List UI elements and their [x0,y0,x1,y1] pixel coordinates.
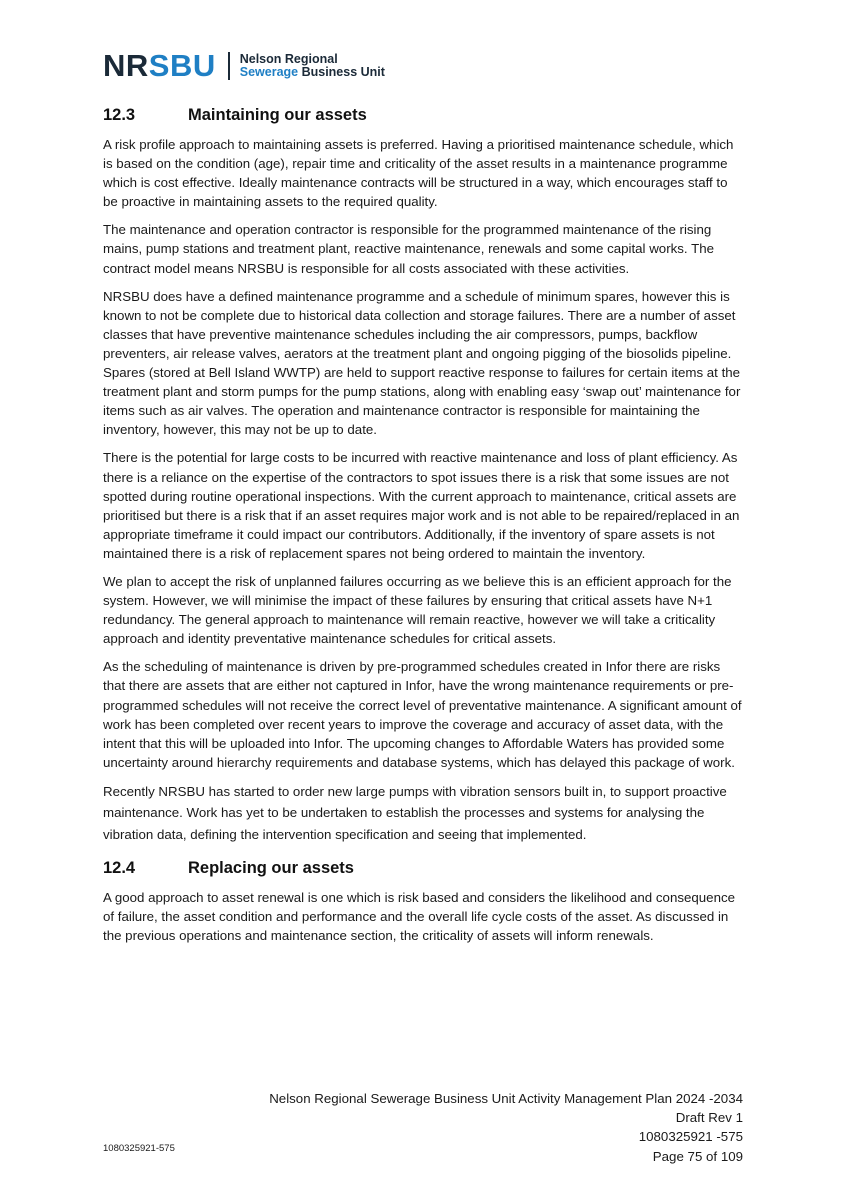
logo-subtitle-business-unit: Business Unit [298,65,385,79]
logo-subtitle-sewerage: Sewerage [239,65,299,79]
footer-revision: Draft Rev 1 [675,1110,743,1126]
paragraph: NRSBU does have a defined maintenance programme and a schedule of minimum spares, however this is known to not be complete due to historical data collection and storage failures. There are a number of asset classes that have preventive maintenance schedules including the air compressors, pumps, backflow preventers, air release valves, aerators at the treatment plant and ongoing pigging of the biosolids pipeline. Spares (stored at Bell Island WWTP) are held to support reactive response to failures for certain items at the treatment plant and storm pumps for the pump stations, along with enabling easy ‘swap out’ maintenance for items such as air valves. The operation and maintenance contractor is responsible for maintaining the inventory, however, this may not be up to date. [103,288,741,438]
paragraph: Recently NRSBU has started to order new large pumps with vibration sensors built in, to support proactive maintenance. Work has yet to be undertaken to establish the processes and systems for analysing the vibration data, defining the intervention specification and seeing that implemented. [103,783,727,842]
footer-document-title: Nelson Regional Sewerage Business Unit Activity Management Plan 2024 -2034 [269,1091,743,1106]
paragraph: A risk profile approach to maintaining assets is preferred. Having a prioritised maintenance schedule, which is based on the condition (age), repair time and criticality of the asset results in a maintenance programme which is cost effective. Ideally maintenance contracts will be structured in a way, which encourages staff to be proactive in maintaining assets to the required quality. [103,137,734,210]
footer-page-number: Page 75 of 109 [652,1148,743,1164]
section-number: 12.4 [103,859,136,878]
logo-subtitle-line1: Nelson Regional [239,51,338,66]
nrsbu-logo [103,50,385,82]
footer-document-id: 1080325921 -575 [638,1129,743,1145]
logo-divider [228,52,230,80]
paragraph: We plan to accept the risk of unplanned failures occurring as we believe this is an efficient approach for the system. However, we will minimise the impact of these failures by ensuring that critical assets have N+1 redundancy. The general approach to maintenance will remain reactive, however we will take a criticality approach and identity preventative maintenance schedules for critical assets. [103,573,732,647]
footer-info [269,1089,743,1166]
paragraph: The maintenance and operation contractor is responsible for the programmed maintenance of the rising mains, pump stations and treatment plant, reactive maintenance, renewals and some capital works. The contract model means NRSBU is responsible for all costs associated with these activities. [103,222,714,276]
section-number: 12.3 [103,106,136,124]
section-title: Maintaining our assets [188,106,367,124]
section-heading-12-3 [103,104,743,126]
section-heading-12-4 [103,857,743,879]
footer-reference-id: 1080325921-575 [103,1143,175,1154]
paragraph: A good approach to asset renewal is one which is risk based and considers the likelihood and consequence of failure, the asset condition and performance and the overall life cycle costs of the asset. As discussed in the previous operations and maintenance section, the criticality of assets will inform renewals. [103,890,736,944]
logo-subtitle [240,53,385,80]
logo-wordmark [103,50,216,82]
paragraph: As the scheduling of maintenance is driven by pre-programmed schedules created in Infor there are risks that there are assets that are either not captured in Infor, have the wrong maintenance requirements or pre-programmed schedules will not receive the correct level of preventative maintenance. A significant amount of work has been completed over recent years to improve the coverage and accuracy of asset data, with the intent that this will be uploaded into Infor. The upcoming changes to Affordable Waters has provided some uncertainty around hierarchy requirements and database systems, which has delayed this package of work. [103,659,742,770]
logo-part-nr: NR [103,48,149,83]
paragraph: There is the potential for large costs to be incurred with reactive maintenance and loss of plant efficiency. As there is a reliance on the expertise of the contractors to spot issues there is a risk that some issues are not spotted during routine operational inspections. With the current approach to maintenance, critical assets are prioritised but there is a risk that if an asset requires major work and is not able to be repaired/replaced in an appropriate timeframe it could impact our contributors. Additionally, if the inventory of spare assets is not maintained there is a risk of replacement spares not being ordered to maintain the inventory. [103,450,740,561]
logo-part-sbu: SBU [148,48,216,83]
logo-subtitle-line2 [240,66,385,80]
main-content [103,104,743,954]
section-title: Replacing our assets [188,859,354,878]
